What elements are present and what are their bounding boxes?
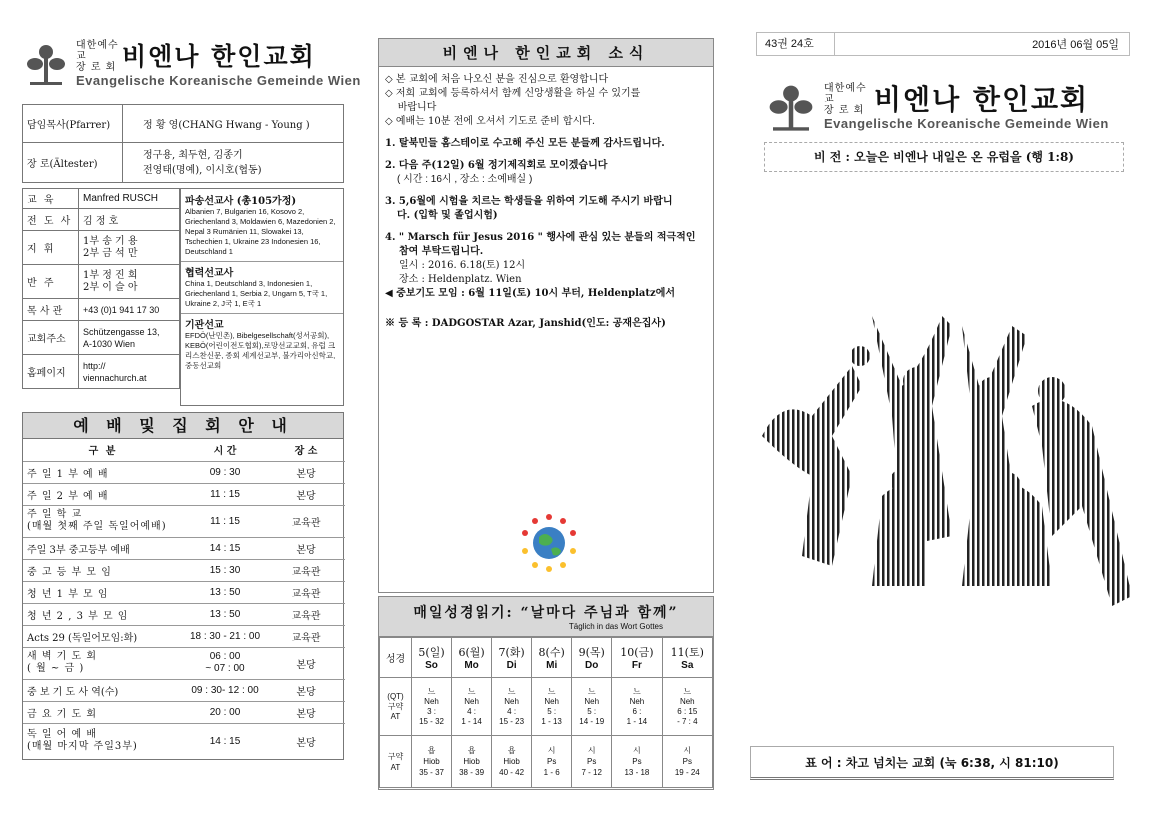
- news-item-4: 4. " Marsch für Jesus 2016 " 행사에 관심 있는 분들의 적극적인: [385, 232, 696, 243]
- globe-people-icon: [517, 509, 581, 573]
- qt-reading: 느 Neh 5 : 1 - 13: [532, 678, 572, 736]
- service-place: 교육관: [267, 625, 345, 647]
- issue-date: 2016년 06월 05일: [1032, 39, 1119, 51]
- at-reading: 욥 Hiob 40 - 42: [492, 736, 532, 788]
- news-item-2-detail: ( 시간 : 16시 , 장소 : 소예배실 ): [397, 174, 533, 185]
- service-place: 본당: [267, 461, 345, 483]
- elder-label: 장 로(Ältester): [23, 143, 123, 183]
- denomination-top: 대한예수교: [76, 40, 119, 62]
- denomination-bottom: 장 로 회: [824, 105, 865, 116]
- day-number: 10(금): [620, 646, 654, 659]
- motto-text: 표 어 : 차고 넘치는 교회 (눅 6:38, 시 81:10): [805, 756, 1059, 770]
- service-name: 청 년 2 , 3 부 모 임: [23, 603, 183, 625]
- at-reading: 시 Ps 19 - 24: [662, 736, 712, 788]
- day-german: So: [425, 660, 438, 671]
- day-german: Sa: [681, 660, 694, 671]
- day-number: 8(수): [538, 646, 565, 659]
- day-number: 7(화): [498, 646, 525, 659]
- service-name: 주 일 학 교 (매월 첫째 주일 독일어예배): [23, 505, 183, 537]
- services-section: [22, 412, 344, 760]
- contact-label: 교 육: [23, 189, 79, 209]
- church-name-korean: 비엔나 한인교회: [122, 41, 316, 71]
- qt-reading: 느 Neh 4 : 1 - 14: [452, 678, 492, 736]
- contact-value: 1부 송 기 용 2부 금 석 만: [79, 231, 180, 265]
- qt-reading: 느 Neh 6 : 1 - 14: [612, 678, 662, 736]
- day-german: Do: [585, 660, 599, 671]
- contact-label: 교회주소: [23, 321, 79, 355]
- services-header-place: 장 소: [267, 439, 345, 461]
- sent-missionaries-list: Albanien 7, Bulgarien 16, Kosovo 2, Griechenland 3, Moldawien 6, Mazedonien 2, Nepal 3 Rumänien 11, Slowakei 13, Tschechien 1, Ukraine 23 Indonesien 16, Deutschland 1: [185, 207, 336, 256]
- contacts-table: [22, 188, 180, 389]
- contact-label: 목 사 관: [23, 299, 79, 321]
- news-section: [378, 38, 714, 593]
- table-row: [23, 559, 345, 581]
- contact-value: Schützengasse 13, A-1030 Wien: [79, 321, 180, 355]
- table-row: [23, 723, 345, 759]
- service-time: 18 : 30 - 21 : 00: [183, 625, 267, 647]
- service-time: 20 : 00: [183, 701, 267, 723]
- elder-names-2: 전영태(명예), 이시호(협동): [143, 164, 262, 176]
- service-place: 본당: [267, 679, 345, 701]
- service-place: 교육관: [267, 559, 345, 581]
- service-name: 청 년 1 부 모 임: [23, 581, 183, 603]
- bible-row-header: 성경: [380, 638, 412, 678]
- news-item-3: 3. 5,6월에 시험을 치르는 학생들을 위하여 기도해 주시기 바랍니: [385, 196, 673, 207]
- service-time: 09 : 30: [183, 461, 267, 483]
- contact-value: +43 (0)1 941 17 30: [79, 299, 180, 321]
- service-place: 교육관: [267, 505, 345, 537]
- table-row: [23, 537, 345, 559]
- service-time: 11 : 15: [183, 505, 267, 537]
- service-name: 주 일 1 부 예 배: [23, 461, 183, 483]
- coop-missionaries-list: China 1, Deutschland 3, Indonesien 1, Griechenland 1, Serbia 2, Ungarn 5, T국 1, Ukraine 2, J국 1, E국 1: [185, 279, 328, 308]
- contact-value: Manfred RUSCH: [79, 189, 180, 209]
- pastor-label: 담임목사(Pfarrer): [23, 105, 123, 143]
- service-place: 본당: [267, 537, 345, 559]
- at-reading: 시 Ps 13 - 18: [612, 736, 662, 788]
- day-number: 6(월): [458, 646, 485, 659]
- table-row: [23, 461, 345, 483]
- service-place: 본당: [267, 701, 345, 723]
- denomination-bottom: 장 로 회: [76, 62, 117, 73]
- org-missions-title: 기관선교: [185, 320, 224, 331]
- service-time: 13 : 50: [183, 581, 267, 603]
- service-name: 중 보 기 도 사 역(수): [23, 679, 183, 701]
- day-number: 5(일): [418, 646, 445, 659]
- church-name-german: Evangelische Koreanische Gemeinde Wien: [76, 73, 361, 88]
- day-number: 9(목): [578, 646, 605, 659]
- at-reading: 욥 Hiob 35 - 37: [412, 736, 452, 788]
- service-name: 독 일 어 예 배 (매월 마지막 주일3부): [27, 729, 138, 753]
- qt-reading: 느 Neh 6 : 15 - 7 : 4: [662, 678, 712, 736]
- service-time: 09 : 30- 12 : 00: [183, 679, 267, 701]
- service-place: 본당: [267, 647, 345, 679]
- news-item-1: 1. 탈북민들 홈스테이로 수고해 주신 모든 분들께 감사드립니다.: [385, 138, 665, 149]
- church-name-korean: 비엔나 한인교회: [874, 82, 1090, 116]
- day-number: 11(토): [670, 646, 704, 659]
- service-name: 새 벽 기 도 회 ( 월 ~ 금 ): [23, 647, 183, 679]
- new-members: ※ 등 록 : DADGOSTAR Azar, Janshid(인도: 공재은집사): [385, 318, 666, 329]
- service-time: 15 : 30: [183, 559, 267, 581]
- contact-label: 홈페이지: [23, 355, 79, 389]
- news-title: 비엔나 한인교회 소식: [379, 39, 713, 67]
- table-row: [23, 505, 345, 537]
- bible-title: 매일성경읽기: “날마다 주님과 함께”: [413, 605, 679, 621]
- qt-reading: 느 Neh 3 : 15 - 32: [412, 678, 452, 736]
- denomination-top: 대한예수교: [824, 83, 867, 105]
- tree-logo-icon: [764, 80, 818, 134]
- service-time: 11 : 15: [183, 483, 267, 505]
- contact-label: 반 주: [23, 265, 79, 299]
- homepage-link[interactable]: http:// viennachurch.at: [79, 355, 180, 389]
- at-reading: 시 Ps 7 - 12: [572, 736, 612, 788]
- church-name-german: Evangelische Koreanische Gemeinde Wien: [824, 116, 1109, 131]
- service-time: 13 : 50: [183, 603, 267, 625]
- worship-illustration: [752, 296, 1136, 616]
- welcome-line: 바랍니다: [385, 102, 437, 113]
- news-item-4-prayer: ◀ 중보기도 모임 : 6월 11일(토) 10시 부터, Heldenplatz에서: [385, 288, 676, 299]
- service-name: 주 일 2 부 예 배: [23, 483, 183, 505]
- missions-box: [180, 188, 344, 406]
- qt-label: (QT) 구약 AT: [380, 678, 412, 736]
- day-german: Fr: [631, 660, 642, 671]
- service-place: 본당: [296, 737, 316, 749]
- day-german: Di: [506, 660, 517, 671]
- service-time: 14 : 15: [209, 735, 241, 747]
- services-header-time: 시 간: [183, 439, 267, 461]
- vision-text: 비 전 : 오늘은 비엔나 내일은 온 유럽을 (행 1:8): [814, 150, 1074, 164]
- issue-number: 43권 24호: [757, 33, 835, 55]
- news-item-3-cont: 다. (입학 및 졸업시험): [397, 210, 498, 221]
- tree-logo-icon: [22, 40, 70, 88]
- sent-missionaries-title: 파송선교사 (총105가정): [185, 196, 297, 207]
- qt-reading: 느 Neh 4 : 15 - 23: [492, 678, 532, 736]
- table-row: [23, 483, 345, 505]
- org-missions-list: EFDÖ(난민촌), Bibelgesellschaft(성서공회), KEBÖ(어린이전도협회),로망선교교회, 유럽 크리스찬신문, 종회 세계선교부, 불가리아신학교,중동선교회: [185, 331, 336, 370]
- service-place: 교육관: [267, 581, 345, 603]
- service-name: Acts 29 (독일어모임:화): [23, 625, 183, 647]
- qt-reading: 느 Neh 5 : 14 - 19: [572, 678, 612, 736]
- motto-box: [750, 746, 1114, 780]
- service-name: 주일 3부 중고등부 예배: [23, 537, 183, 559]
- welcome-line: ◇ 본 교회에 처음 나오신 분을 진심으로 환영합니다: [385, 74, 609, 85]
- table-row: [23, 647, 345, 679]
- services-header-name: 구 분: [23, 439, 183, 461]
- services-table: [23, 439, 345, 759]
- news-item-4-date: 일시 : 2016. 6.18(토) 12시: [399, 260, 526, 271]
- table-row: [23, 701, 345, 723]
- elder-names-1: 정구용, 최두현, 김종기: [143, 149, 243, 161]
- news-item-4-place: 장소 : Heldenplatz. Wien: [399, 274, 522, 285]
- service-time: 06 : 00 ~ 07 : 00: [183, 647, 267, 679]
- welcome-line: ◇ 예배는 10분 전에 오셔서 기도로 준비 합시다.: [385, 116, 596, 127]
- at-reading: 욥 Hiob 38 - 39: [452, 736, 492, 788]
- contact-value: 1부 정 진 희 2부 이 슬 아: [79, 265, 180, 299]
- pastor-name: 정 황 영(CHANG Hwang - Young ): [123, 105, 344, 143]
- service-place: 본당: [267, 483, 345, 505]
- contact-label: 전 도 사: [23, 209, 79, 231]
- news-item-4-cont: 참여 부탁드립니다.: [399, 246, 484, 257]
- church-logo-right: [764, 80, 1109, 134]
- bible-subtitle: Täglich in das Wort Gottes: [568, 622, 663, 631]
- service-name: 중 고 등 부 모 임: [23, 559, 183, 581]
- at-label: 구약 AT: [380, 736, 412, 788]
- at-reading: 시 Ps 1 - 6: [532, 736, 572, 788]
- welcome-line: ◇ 저희 교회에 등록하셔서 함께 신앙생활을 하실 수 있기를: [385, 88, 641, 99]
- service-name: 금 요 기 도 회: [23, 701, 183, 723]
- bible-table: [379, 637, 713, 788]
- staff-table: [22, 104, 344, 183]
- table-row: [23, 679, 345, 701]
- table-row: [23, 581, 345, 603]
- day-german: Mo: [464, 660, 479, 671]
- contact-label: 지 휘: [23, 231, 79, 265]
- service-place: 교육관: [267, 603, 345, 625]
- day-german: Mi: [546, 660, 558, 671]
- table-row: [23, 603, 345, 625]
- contact-value: 김 정 호: [79, 209, 180, 231]
- church-logo-left: [22, 40, 361, 88]
- services-title: 예 배 및 집 회 안 내: [23, 413, 343, 439]
- news-item-2: 2. 다음 주(12일) 6월 정기제직회로 모이겠습니다: [385, 160, 608, 171]
- table-row: [23, 625, 345, 647]
- bible-reading-section: [378, 596, 714, 790]
- vision-box: [764, 142, 1124, 172]
- coop-missionaries-title: 협력선교사: [185, 268, 234, 279]
- issue-header: [756, 32, 1130, 56]
- service-time: 14 : 15: [183, 537, 267, 559]
